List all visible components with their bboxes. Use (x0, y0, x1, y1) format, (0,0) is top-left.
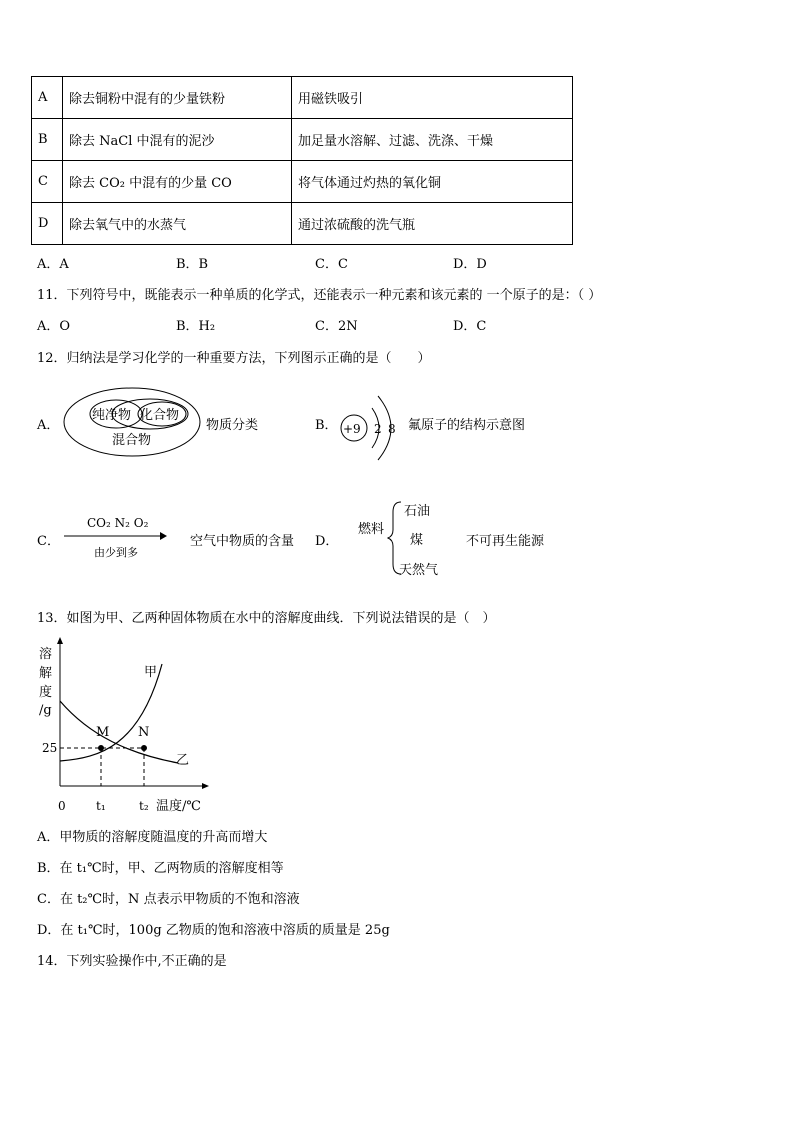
row-item: 除去 NaCl 中混有的泥沙 (63, 119, 292, 161)
q11-option-d: D．C (453, 319, 487, 334)
row-method: 通过浓硫酸的洗气瓶 (292, 203, 573, 245)
classification-diagram (62, 384, 207, 459)
y-tick-25: 25 (42, 741, 58, 755)
nucleus-charge: +9 (343, 422, 361, 436)
q12-d-letter: D． (315, 534, 339, 549)
point-m-label: M (96, 725, 110, 740)
q12-d-caption: 不可再生能源 (466, 534, 545, 549)
row-item: 除去 CO₂ 中混有的少量 CO (63, 161, 292, 203)
x-tick-t2: t₂ (139, 799, 149, 813)
shell-2-electrons: 8 (388, 422, 396, 436)
row-letter: D (32, 203, 63, 245)
q12-a-caption: 物质分类 (206, 418, 259, 433)
compound-label: 化合物 (140, 408, 180, 423)
table-row (32, 119, 573, 161)
arrow-top-label: CO₂ N₂ O₂ (87, 516, 149, 530)
ylabel-char-4: /g (39, 703, 52, 718)
table-row (32, 161, 573, 203)
q13-option-a: A．甲物质的溶解度随温度的升高而增大 (37, 830, 268, 845)
q12-a-letter: A． (37, 418, 60, 433)
row-letter: C (32, 161, 63, 203)
series-yi-label: 乙 (176, 753, 190, 768)
ylabel-char-1: 溶 (39, 647, 53, 662)
arrow (64, 530, 168, 542)
fuel-label: 燃料 (358, 522, 385, 537)
ylabel-char-3: 度 (39, 685, 53, 700)
q12-b-letter: B． (315, 418, 338, 433)
atom-structure-diagram (338, 390, 404, 464)
q13-option-b: B．在 t₁℃时，甲、乙两物质的溶解度相等 (37, 861, 284, 876)
shell-1-electrons: 2 (374, 422, 382, 436)
q10-option-b: B．B (176, 257, 209, 272)
origin-label: 0 (58, 799, 66, 813)
q13-option-c: C．在 t₂℃时，N 点表示甲物质的不饱和溶液 (37, 892, 300, 907)
row-method: 用磁铁吸引 (292, 77, 573, 119)
q11-option-a: A．O (37, 319, 71, 334)
series-yi-line (60, 701, 178, 763)
point-m (98, 745, 104, 751)
q12-c-caption: 空气中物质的含量 (190, 534, 295, 549)
fuel-item-coal: 煤 (410, 533, 424, 548)
xlabel: 温度/℃ (156, 799, 201, 814)
x-tick-t1: t₁ (96, 799, 106, 813)
q12-stem: 12．归纳法是学习化学的一种重要方法，下列图示正确的是（ ） (37, 351, 431, 366)
solubility-chart (30, 636, 220, 820)
row-item: 除去铜粉中混有的少量铁粉 (63, 77, 292, 119)
q12-c-letter: C． (37, 534, 60, 549)
q11-option-b: B．H₂ (176, 319, 216, 334)
q11-stem: 11．下列符号中，既能表示一种单质的化学式，还能表示一种元素和该元素的 一个原子的是：（ ） (37, 288, 602, 303)
arrow-bottom-label: 由少到多 (94, 546, 138, 559)
fuel-item-gas: 天然气 (399, 563, 439, 578)
options-table (31, 76, 573, 245)
fuel-item-oil: 石油 (404, 504, 431, 519)
q10-option-d: D．D (453, 257, 487, 272)
pure-substance-label: 纯净物 (92, 408, 132, 423)
row-item: 除去氧气中的水蒸气 (63, 203, 292, 245)
row-method: 将气体通过灼热的氧化铜 (292, 161, 573, 203)
point-n (141, 745, 147, 751)
q14-stem: 14．下列实验操作中,不正确的是 (37, 954, 227, 969)
row-letter: A (32, 77, 63, 119)
row-letter: B (32, 119, 63, 161)
q12-b-caption: 氟原子的结构示意图 (408, 418, 526, 433)
table-row (32, 203, 573, 245)
x-axis-arrow (202, 783, 209, 789)
table-row (32, 77, 573, 119)
y-axis-arrow (57, 637, 63, 644)
ylabel-char-2: 解 (39, 666, 53, 681)
q10-option-a: A．A (37, 257, 69, 272)
point-n-label: N (138, 725, 150, 740)
mixture-label: 混合物 (112, 433, 152, 448)
series-jia-label: 甲 (144, 665, 158, 680)
q13-stem: 13．如图为甲、乙两种固体物质在水中的溶解度曲线．下列说法错误的是（ ） (37, 611, 496, 626)
q11-option-c: C．2N (315, 319, 358, 334)
q10-option-c: C．C (315, 257, 348, 272)
row-method: 加足量水溶解、过滤、洗涤、干燥 (292, 119, 573, 161)
q13-option-d: D．在 t₁℃时，100g 乙物质的饱和溶液中溶质的质量是 25g (37, 923, 390, 938)
